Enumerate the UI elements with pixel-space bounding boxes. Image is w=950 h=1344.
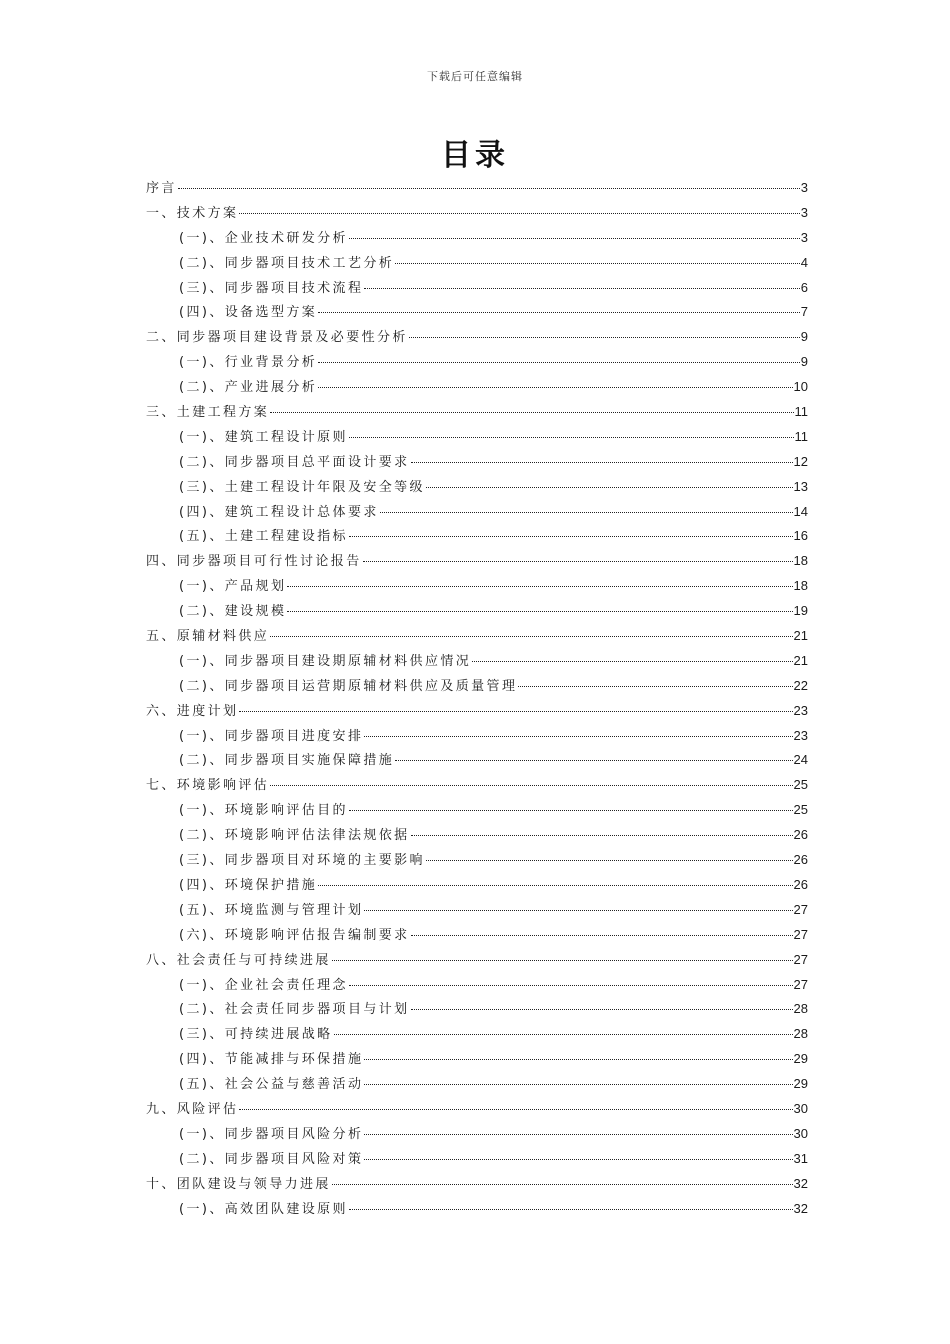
toc-entry-label: (一)、同步器项目进度安排: [179, 728, 364, 744]
toc-entry-label: (五)、社会公益与慈善活动: [179, 1077, 364, 1093]
toc-subsection-entry[interactable]: [146, 1022, 808, 1047]
toc-entry-page-number: 26: [793, 827, 808, 843]
toc-entry-page-number: 27: [793, 901, 808, 917]
toc-dot-leader: [349, 985, 793, 986]
toc-dot-leader: [349, 536, 793, 537]
toc-dot-leader: [364, 736, 792, 737]
toc-entry-label: (一)、企业技术研发分析: [179, 230, 348, 246]
toc-entry-page-number: 29: [793, 1076, 808, 1092]
toc-entry-page-number: 26: [793, 852, 808, 868]
toc-entry-page-number: 12: [793, 453, 808, 469]
toc-dot-leader: [409, 337, 800, 338]
toc-entry-page-number: 14: [793, 503, 808, 519]
toc-section-entry[interactable]: [146, 325, 808, 350]
toc-dot-leader: [349, 437, 794, 438]
toc-entry-label: (一)、同步器项目风险分析: [179, 1126, 364, 1142]
toc-entry-label: (一)、环境影响评估目的: [179, 803, 348, 819]
toc-dot-leader: [472, 661, 792, 662]
toc-entry-page-number: 27: [793, 951, 808, 967]
toc-entry-page-number: 25: [793, 802, 808, 818]
toc-entry-label: (一)、行业背景分析: [179, 355, 318, 371]
toc-entry-label: 五、原辅材料供应: [146, 629, 270, 645]
toc-entry-label: (二)、社会责任同步器项目与计划: [179, 1002, 410, 1018]
toc-dot-leader: [270, 785, 792, 786]
toc-dot-leader: [349, 810, 793, 811]
toc-section-entry[interactable]: [146, 549, 808, 574]
toc-dot-leader: [395, 760, 792, 761]
toc-dot-leader: [411, 1009, 793, 1010]
toc-entry-label: 三、土建工程方案: [146, 405, 270, 421]
toc-entry-page-number: 18: [793, 578, 808, 594]
toc-entry-label: (四)、环境保护措施: [179, 877, 318, 893]
toc-entry-page-number: 26: [793, 876, 808, 892]
toc-entry-page-number: 19: [793, 603, 808, 619]
toc-entry-label: 六、进度计划: [146, 703, 239, 719]
toc-dot-leader: [426, 860, 793, 861]
toc-section-entry[interactable]: [146, 699, 808, 724]
toc-entry-label: (二)、同步器项目技术工艺分析: [179, 255, 395, 271]
toc-subsection-entry[interactable]: [146, 724, 808, 749]
toc-dot-leader: [334, 1034, 793, 1035]
toc-entry-page-number: 21: [793, 628, 808, 644]
toc-entry-label: 十、团队建设与领导力进展: [146, 1176, 331, 1192]
toc-section-entry[interactable]: [146, 400, 808, 425]
toc-dot-leader: [363, 561, 793, 562]
toc-dot-leader: [287, 586, 792, 587]
toc-subsection-entry[interactable]: [146, 500, 808, 525]
toc-dot-leader: [332, 960, 793, 961]
toc-dot-leader: [270, 636, 792, 637]
toc-entry-label: (一)、高效团队建设原则: [179, 1201, 348, 1217]
toc-dot-leader: [518, 686, 792, 687]
toc-subsection-entry[interactable]: [146, 300, 808, 325]
toc-subsection-entry[interactable]: [146, 375, 808, 400]
toc-entry-label: (五)、土建工程建设指标: [179, 529, 348, 545]
toc-dot-leader: [364, 1084, 792, 1085]
toc-entry-label: (二)、同步器项目总平面设计要求: [179, 454, 410, 470]
toc-section-entry[interactable]: [146, 773, 808, 798]
toc-subsection-entry[interactable]: [146, 524, 808, 549]
toc-subsection-entry[interactable]: [146, 450, 808, 475]
toc-entry-label: 序言: [146, 181, 177, 196]
toc-subsection-entry[interactable]: [146, 350, 808, 375]
toc-section-entry[interactable]: [146, 948, 808, 973]
toc-entry-page-number: 3: [800, 180, 808, 195]
toc-entry-page-number: 31: [793, 1150, 808, 1166]
toc-entry-label: (一)、产品规划: [179, 579, 287, 595]
toc-subsection-entry[interactable]: [146, 1197, 808, 1222]
toc-title: 目录: [441, 138, 509, 173]
toc-entry-label: 四、同步器项目可行性讨论报告: [146, 554, 362, 570]
toc-entry-page-number: 22: [793, 677, 808, 693]
toc-dot-leader: [318, 362, 800, 363]
toc-entry-label: 七、环境影响评估: [146, 778, 270, 794]
toc-dot-leader: [287, 611, 792, 612]
toc-subsection-entry[interactable]: [146, 674, 808, 699]
toc-entry-label: (五)、环境监测与管理计划: [179, 902, 364, 918]
toc-subsection-entry[interactable]: [146, 226, 808, 251]
toc-subsection-entry[interactable]: [146, 1147, 808, 1172]
toc-entry-label: (二)、环境影响评估法律法规依据: [179, 828, 410, 844]
toc-subsection-entry[interactable]: [146, 798, 808, 823]
toc-subsection-entry[interactable]: [146, 276, 808, 301]
toc-entry-label: 九、风险评估: [146, 1101, 239, 1117]
toc-entry-label: (二)、同步器项目风险对策: [179, 1151, 364, 1167]
toc-entry-label: (一)、建筑工程设计原则: [179, 429, 348, 445]
toc-dot-leader: [426, 487, 793, 488]
toc-dot-leader: [239, 213, 799, 214]
toc-entry-page-number: 7: [800, 304, 808, 320]
toc-entry-page-number: 25: [793, 777, 808, 793]
toc-entry-page-number: 23: [793, 727, 808, 743]
toc-dot-leader: [318, 885, 792, 886]
toc-entry-page-number: 10: [793, 379, 808, 395]
toc-entry-page-number: 32: [793, 1200, 808, 1216]
toc-dot-leader: [239, 1109, 792, 1110]
toc-entry-label: (三)、可持续进展战略: [179, 1027, 333, 1043]
toc-section-entry[interactable]: [146, 1172, 808, 1197]
toc-entry-page-number: 16: [793, 528, 808, 544]
toc-subsection-entry[interactable]: [146, 898, 808, 923]
toc-dot-leader: [411, 835, 793, 836]
toc-subsection-entry[interactable]: [146, 1047, 808, 1072]
toc-dot-leader: [349, 1209, 793, 1210]
toc-subsection-entry[interactable]: [146, 1072, 808, 1097]
toc-entry-page-number: 24: [793, 752, 808, 768]
table-of-contents: [146, 176, 808, 1221]
page-header: 下载后可任意编辑: [427, 70, 523, 83]
toc-dot-leader: [411, 935, 793, 936]
toc-subsection-entry[interactable]: [146, 251, 808, 276]
toc-entry-label: 一、技术方案: [146, 205, 239, 221]
toc-subsection-entry[interactable]: [146, 425, 808, 450]
toc-dot-leader: [349, 238, 800, 239]
toc-entry-label: (二)、同步器项目实施保障措施: [179, 753, 395, 769]
toc-entry-page-number: 30: [793, 1100, 808, 1116]
toc-entry-label: (三)、同步器项目技术流程: [179, 280, 364, 296]
toc-dot-leader: [364, 288, 799, 289]
toc-dot-leader: [380, 512, 793, 513]
toc-dot-leader: [239, 711, 792, 712]
toc-section-entry[interactable]: [146, 624, 808, 649]
toc-entry-page-number: 29: [793, 1051, 808, 1067]
toc-dot-leader: [395, 263, 800, 264]
toc-entry-label: (三)、土建工程设计年限及安全等级: [179, 479, 425, 495]
toc-subsection-entry[interactable]: [146, 574, 808, 599]
toc-dot-leader: [270, 412, 793, 413]
toc-entry-page-number: 32: [793, 1175, 808, 1191]
toc-entry-page-number: 30: [793, 1125, 808, 1141]
toc-entry-label: (四)、节能减排与环保措施: [179, 1052, 364, 1068]
toc-dot-leader: [364, 1159, 792, 1160]
toc-subsection-entry[interactable]: [146, 873, 808, 898]
toc-entry-label: (二)、建设规模: [179, 604, 287, 620]
toc-subsection-entry[interactable]: [146, 599, 808, 624]
toc-dot-leader: [364, 1059, 792, 1060]
toc-entry-label: (一)、同步器项目建设期原辅材料供应情况: [179, 653, 472, 669]
toc-entry-page-number: 3: [800, 204, 808, 220]
toc-entry-label: 八、社会责任与可持续进展: [146, 952, 331, 968]
toc-entry-label: (六)、环境影响评估报告编制要求: [179, 927, 410, 943]
toc-entry-page-number: 21: [793, 652, 808, 668]
toc-entry-page-number: 3: [800, 229, 808, 245]
toc-entry-label: (四)、设备选型方案: [179, 305, 318, 321]
toc-dot-leader: [411, 462, 793, 463]
toc-entry-page-number: 27: [793, 976, 808, 992]
toc-section-entry[interactable]: [146, 176, 808, 201]
toc-entry-page-number: 18: [793, 553, 808, 569]
toc-entry-page-number: 13: [793, 478, 808, 494]
toc-entry-page-number: 28: [793, 1026, 808, 1042]
toc-entry-page-number: 28: [793, 1001, 808, 1017]
toc-subsection-entry[interactable]: [146, 649, 808, 674]
toc-entry-label: (三)、同步器项目对环境的主要影响: [179, 853, 425, 869]
toc-subsection-entry[interactable]: [146, 823, 808, 848]
toc-entry-page-number: 23: [793, 702, 808, 718]
toc-entry-label: (二)、产业进展分析: [179, 380, 318, 396]
toc-entry-page-number: 11: [794, 428, 808, 444]
toc-entry-page-number: 9: [800, 354, 808, 370]
toc-dot-leader: [178, 188, 800, 189]
toc-entry-label: (二)、同步器项目运营期原辅材料供应及质量管理: [179, 678, 518, 694]
toc-section-entry[interactable]: [146, 201, 808, 226]
toc-dot-leader: [364, 1134, 792, 1135]
toc-subsection-entry[interactable]: [146, 748, 808, 773]
toc-subsection-entry[interactable]: [146, 923, 808, 948]
toc-subsection-entry[interactable]: [146, 475, 808, 500]
toc-dot-leader: [318, 312, 800, 313]
toc-section-entry[interactable]: [146, 1097, 808, 1122]
toc-entry-page-number: 27: [793, 926, 808, 942]
toc-entry-page-number: 11: [794, 404, 808, 420]
toc-subsection-entry[interactable]: [146, 848, 808, 873]
toc-subsection-entry[interactable]: [146, 1122, 808, 1147]
toc-dot-leader: [318, 387, 792, 388]
toc-entry-label: (四)、建筑工程设计总体要求: [179, 504, 379, 520]
toc-subsection-entry[interactable]: [146, 973, 808, 998]
toc-entry-label: 二、同步器项目建设背景及必要性分析: [146, 330, 408, 346]
toc-entry-page-number: 4: [800, 254, 808, 270]
toc-dot-leader: [364, 910, 792, 911]
toc-entry-page-number: 6: [800, 279, 808, 295]
toc-entry-label: (一)、企业社会责任理念: [179, 977, 348, 993]
toc-entry-page-number: 9: [800, 329, 808, 345]
toc-dot-leader: [332, 1184, 793, 1185]
toc-subsection-entry[interactable]: [146, 997, 808, 1022]
